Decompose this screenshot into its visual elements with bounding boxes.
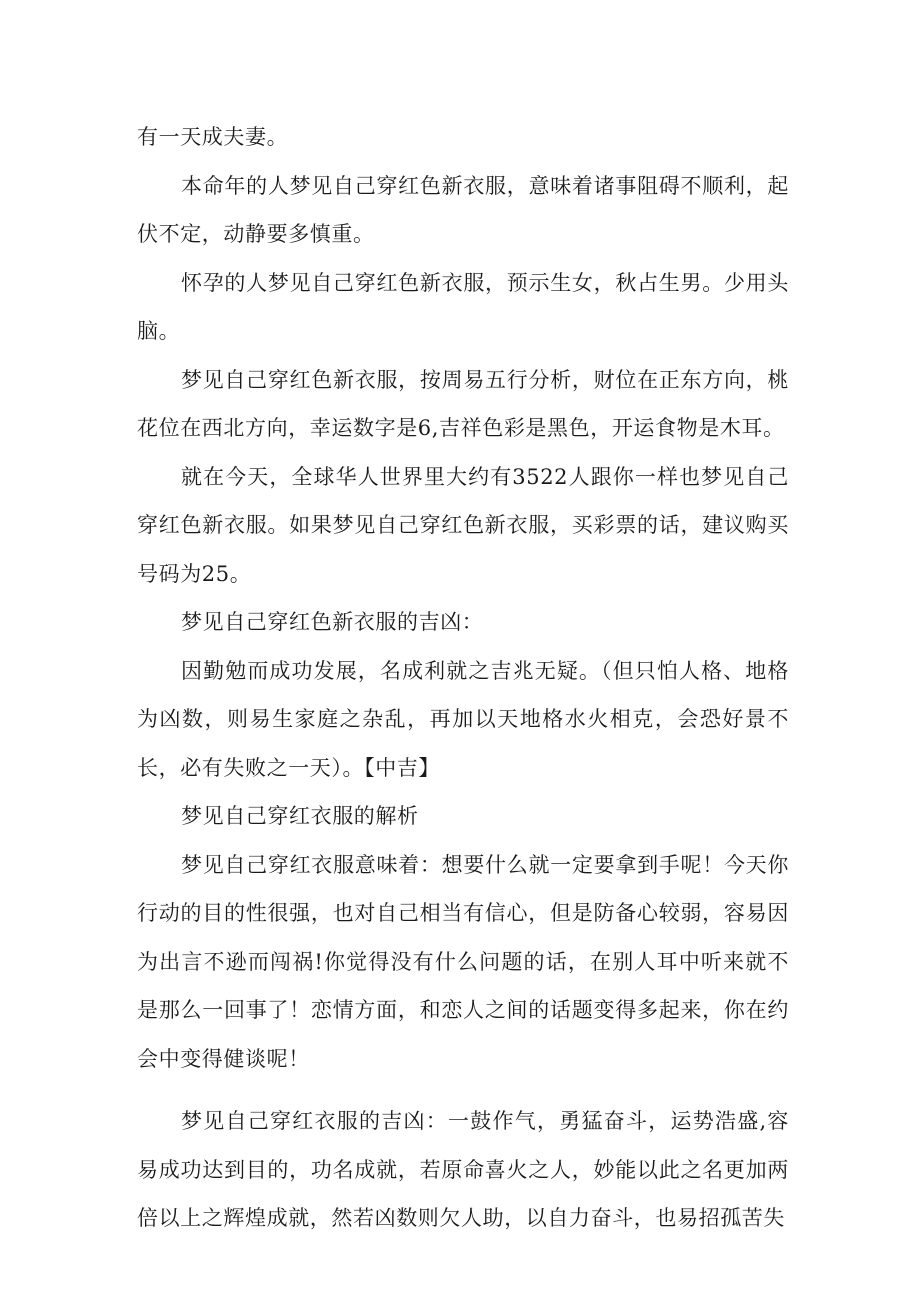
paragraph-analysis-heading: 梦见自己穿红衣服的解析	[181, 804, 419, 828]
paragraph-zodiac-year: 本命年的人梦见自己穿红色新衣服，意味着诸事阻碍不顺利，起伏不定，动静要多慎重。	[137, 173, 789, 246]
document-page	[137, 113, 789, 1243]
paragraph-fortune-body: 因勤勉而成功发展，名成利就之吉兆无疑。（但只怕人格、地格为凶数，则易生家庭之杂乱，再加以天地格水火相克，会恐好景不长，必有失败之一天）。【中吉】	[137, 658, 789, 780]
paragraph-fortune-heading: 梦见自己穿红色新衣服的吉凶：	[181, 610, 484, 634]
paragraph-red-clothes-fortune: 梦见自己穿红衣服的吉凶：一鼓作气，勇猛奋斗，运势浩盛,容易成功达到目的，功名成就，若原命喜火之人，妙能以此之名更加两倍以上之辉煌成就，然若凶数则欠人助，以自力奋斗，也易招孤苦失	[137, 1109, 789, 1230]
paragraph-today-count: 就在今天，全球华人世界里大约有3522人跟你一样也梦见自己穿红色新衣服。如果梦见自己穿红色新衣服，买彩票的话，建议购买号码为25。	[137, 464, 789, 586]
paragraph-spacer	[137, 1083, 789, 1097]
paragraph-continuation: 有一天成夫妻。	[137, 125, 289, 149]
paragraph-five-elements: 梦见自己穿红色新衣服，按周易五行分析，财位在正东方向，桃花位在西北方向，幸运数字是6,吉祥色彩是黑色，开运食物是木耳。	[137, 367, 789, 440]
paragraph-analysis-body: 梦见自己穿红衣服意味着：想要什么就一定要拿到手呢！今天你行动的目的性很强，也对自己相当有信心，但是防备心较弱，容易因为出言不逊而闯祸!你觉得没有什么问题的话，在别人耳中听来就不是那么一回事了！恋情方面，和恋人之间的话题变得多起来，你在约会中变得健谈呢！	[137, 852, 789, 1071]
paragraph-pregnant: 怀孕的人梦见自己穿红色新衣服，预示生女，秋占生男。少用头脑。	[137, 270, 789, 343]
